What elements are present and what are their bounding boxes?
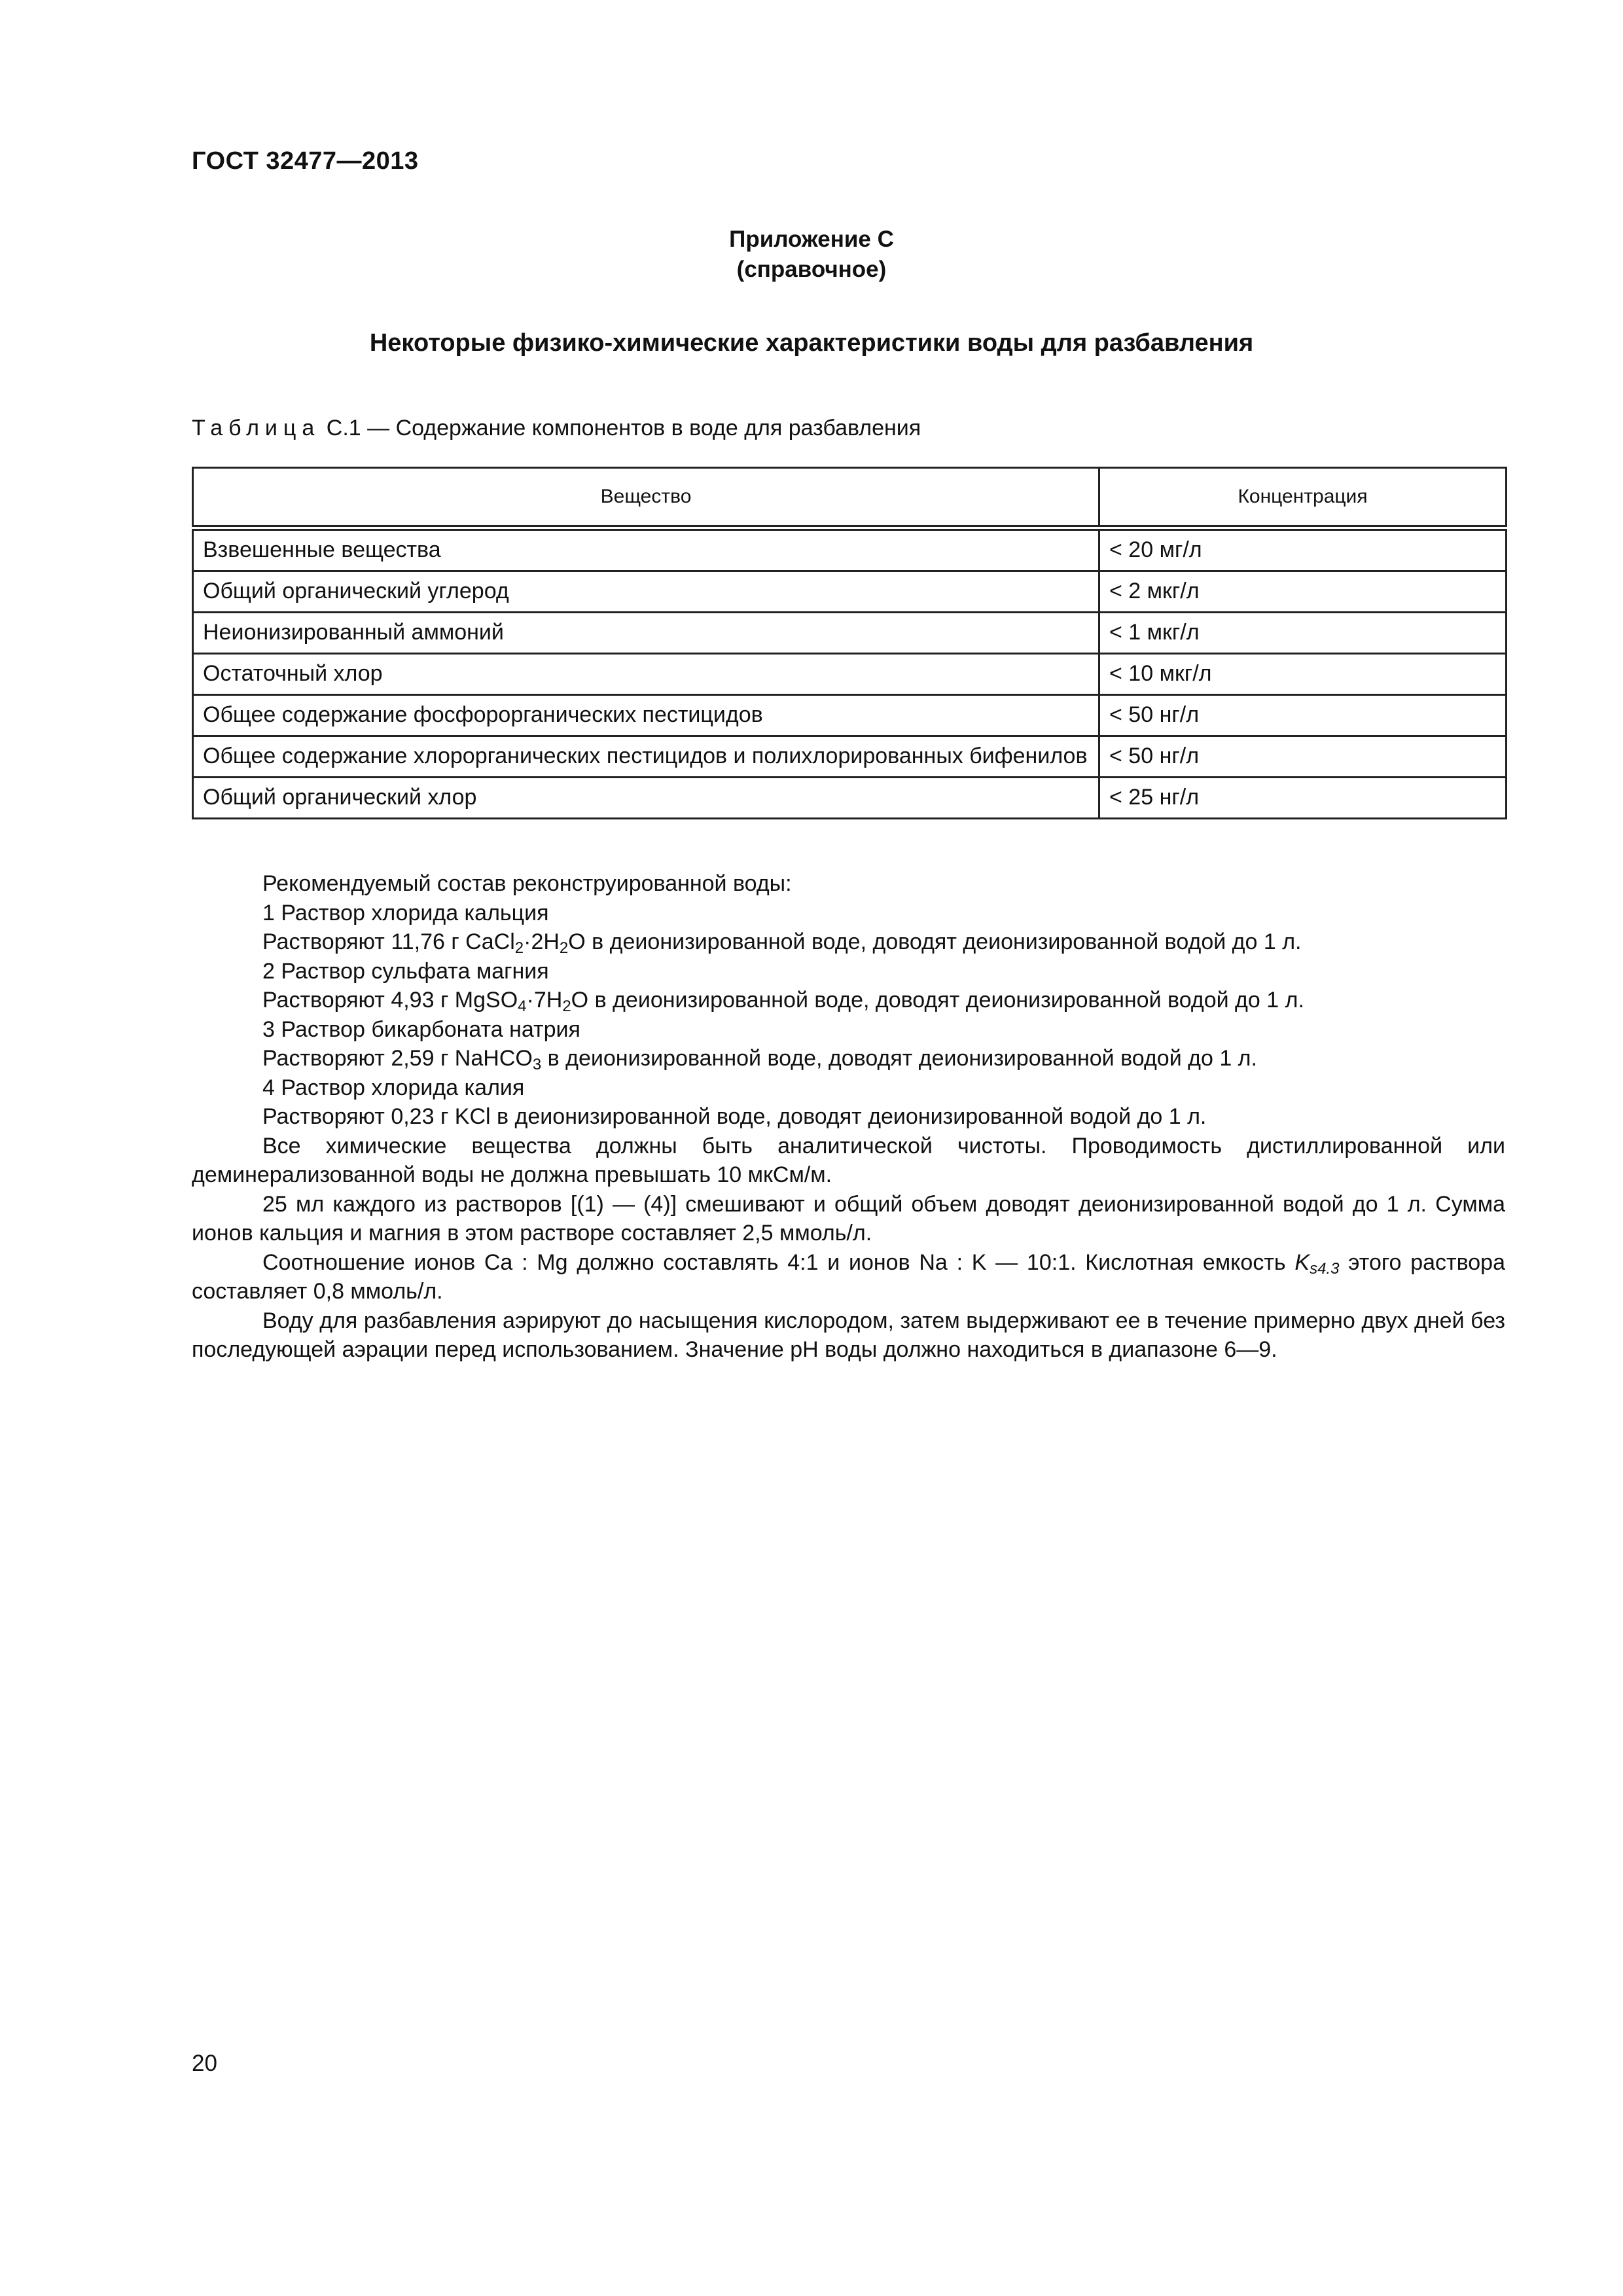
standard-header: ГОСТ 32477—2013 (192, 147, 419, 175)
concentration-cell: < 20 мг/л (1099, 528, 1507, 571)
concentration-cell: < 1 мкг/л (1099, 613, 1507, 654)
table-caption (192, 416, 921, 441)
components-table (192, 467, 1507, 819)
annex-type: (справочное) (736, 257, 887, 282)
solution-2-instructions: Растворяют 4,93 г $MgSO_4\cdot 7H_2O$ в деионизированной воде, доводят деионизированной водой до 1 л. (262, 988, 1304, 1015)
solution-4-instructions: Растворяют 0,23 г KCl в деионизированной воде, доводят деионизированной водой до 1 л. (262, 1104, 1207, 1129)
substance-cell: Неионизированный аммоний (193, 613, 1099, 654)
table-row (193, 571, 1507, 613)
solution-3-instructions: Растворяют 2,59 г NaHCO$_3$ в деионизированной воде, доводят деионизированной водой до 1 л. (262, 1046, 1257, 1073)
table-caption-text: С.1 — Содержание компонентов в воде для разбавления (326, 416, 921, 440)
solution-3-title: 3 Раствор бикарбоната натрия (262, 1016, 580, 1042)
substance-cell: Остаточный хлор (193, 654, 1099, 695)
page-number: 20 (192, 2051, 217, 2076)
ratio-paragraph: Соотношение ионов Ca : Mg должно составлять 4:1 и ионов Na : K — 10:1. Кислотная емкость $K_{s4.3}$ этого раствора составляет 0,8 ммоль/л. (192, 1249, 1505, 1304)
column-header-substance: Вещество (193, 468, 1099, 528)
substance-cell: Общее содержание фосфорорганических пестицидов (193, 695, 1099, 736)
table-caption-label: Таблица (192, 416, 321, 440)
substance-cell: Общий органический углерод (193, 571, 1099, 613)
table-row (193, 613, 1507, 654)
concentration-cell: < 50 нг/л (1099, 695, 1507, 736)
mixing-paragraph: 25 мл каждого из растворов [(1) — (4)] смешивают и общий объем доводят деионизированной водой до 1 л. Сумма ионов кальция и магния в этом растворе составляет 2,5 ммоль/л. (192, 1191, 1505, 1246)
solution-1-instructions: Растворяют 11,76 г $CaCl_2\cdot 2H_2O$ в деионизированной воде, доводят деионизированной водой до 1 л. (262, 929, 1302, 957)
column-header-concentration: Концентрация (1099, 468, 1507, 528)
solution-2-title: 2 Раствор сульфата магния (262, 958, 549, 984)
annex-heading (0, 224, 1623, 285)
table-row (193, 695, 1507, 736)
solution-1-title: 1 Раствор хлорида кальция (262, 900, 549, 925)
body-text (192, 869, 1505, 1365)
table-row (193, 736, 1507, 778)
solution-4-title: 4 Раствор хлорида калия (262, 1075, 525, 1100)
annex-title: Приложение С (729, 226, 894, 252)
purity-paragraph: Все химические вещества должны быть аналитической чистоты. Проводимость дистиллированной или деминерализованной воды не должна превышать 10 мкСм/м. (192, 1133, 1505, 1187)
table-row (193, 528, 1507, 571)
table-row (193, 778, 1507, 819)
aeration-paragraph: Воду для разбавления аэрируют до насыщения кислородом, затем выдерживают ее в течение примерно двух дней без последующей аэрации перед использованием. Значение pH воды должно находиться в диапазоне 6—9. (192, 1308, 1505, 1362)
concentration-cell: < 2 мкг/л (1099, 571, 1507, 613)
substance-cell: Общий органический хлор (193, 778, 1099, 819)
concentration-cell: < 25 нг/л (1099, 778, 1507, 819)
intro-paragraph: Рекомендуемый состав реконструированной воды: (262, 871, 792, 896)
table-header-row (193, 468, 1507, 528)
concentration-cell: < 50 нг/л (1099, 736, 1507, 778)
substance-cell: Общее содержание хлорорганических пестицидов и полихлорированных бифенилов (193, 736, 1099, 778)
table-row (193, 654, 1507, 695)
concentration-cell: < 10 мкг/л (1099, 654, 1507, 695)
substance-cell: Взвешенные вещества (193, 528, 1099, 571)
document-title: Некоторые физико-химические характеристики воды для разбавления (369, 329, 1254, 357)
